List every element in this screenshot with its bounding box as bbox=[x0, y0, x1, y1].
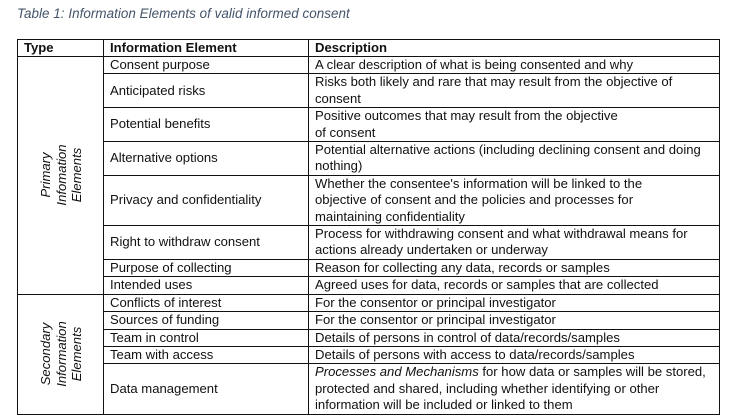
element-cell: Data management bbox=[104, 364, 309, 414]
table-header-row bbox=[18, 40, 720, 57]
description-rest: for how data or samples will be stored, protected and shared, including whether identifying or other information will be included or linked to them bbox=[315, 364, 706, 413]
type-cell-primary bbox=[18, 57, 104, 295]
description-cell: Potential alternative actions (including declining consent and doing nothing) bbox=[309, 142, 720, 176]
element-cell: Consent purpose bbox=[104, 57, 309, 74]
description-cell bbox=[309, 364, 720, 414]
header-description: Description bbox=[309, 40, 720, 57]
description-cell: Risks both likely and rare that may result from the objective of consent bbox=[309, 74, 720, 108]
element-cell: Right to withdraw consent bbox=[104, 226, 309, 260]
element-cell: Purpose of collecting bbox=[104, 259, 309, 276]
table-row bbox=[18, 277, 720, 294]
table-row bbox=[18, 108, 720, 142]
description-cell: Reason for collecting any data, records or samples bbox=[309, 259, 720, 276]
element-cell: Team with access bbox=[104, 346, 309, 363]
element-cell: Team in control bbox=[104, 329, 309, 346]
element-cell: Intended uses bbox=[104, 277, 309, 294]
type-label-primary: Primary Infomation Elements bbox=[37, 144, 84, 206]
element-cell: Alternative options bbox=[104, 142, 309, 176]
element-cell: Privacy and confidentiality bbox=[104, 175, 309, 225]
description-cell: Details of persons with access to data/records/samples bbox=[309, 346, 720, 363]
table-row bbox=[18, 312, 720, 329]
description-cell: Agreed uses for data, records or samples that are collected bbox=[309, 277, 720, 294]
element-cell: Potential benefits bbox=[104, 108, 309, 142]
description-cell: Process for withdrawing consent and what withdrawal means for actions already undertaken or underway bbox=[309, 226, 720, 260]
description-cell: Whether the consentee's information will be linked to the objective of consent and the policies and processes for maintaining confidentiality bbox=[309, 175, 720, 225]
table-row bbox=[18, 259, 720, 276]
table-row bbox=[18, 142, 720, 176]
header-information-element: Information Element bbox=[104, 40, 309, 57]
type-label-secondary: Secondary Information Elements bbox=[37, 321, 84, 387]
description-italic-prefix: Processes and Mechanisms bbox=[315, 364, 479, 380]
description-cell: For the consentor or principal investigator bbox=[309, 312, 720, 329]
type-cell-secondary bbox=[18, 294, 104, 414]
table-row bbox=[18, 294, 720, 311]
table-row bbox=[18, 329, 720, 346]
table-row bbox=[18, 74, 720, 108]
table-row bbox=[18, 364, 720, 414]
table-row bbox=[18, 226, 720, 260]
table-row bbox=[18, 346, 720, 363]
description-cell: A clear description of what is being consented and why bbox=[309, 57, 720, 74]
element-cell: Conflicts of interest bbox=[104, 294, 309, 311]
description-cell: Positive outcomes that may result from the objective of consent bbox=[309, 108, 720, 142]
header-type: Type bbox=[18, 40, 104, 57]
table-row bbox=[18, 57, 720, 74]
table-caption: Table 1: Information Elements of valid informed consent bbox=[17, 6, 350, 21]
information-elements-table bbox=[17, 39, 720, 415]
table-row bbox=[18, 175, 720, 225]
element-cell: Sources of funding bbox=[104, 312, 309, 329]
description-cell: For the consentor or principal investigator bbox=[309, 294, 720, 311]
description-cell: Details of persons in control of data/records/samples bbox=[309, 329, 720, 346]
element-cell: Anticipated risks bbox=[104, 74, 309, 108]
